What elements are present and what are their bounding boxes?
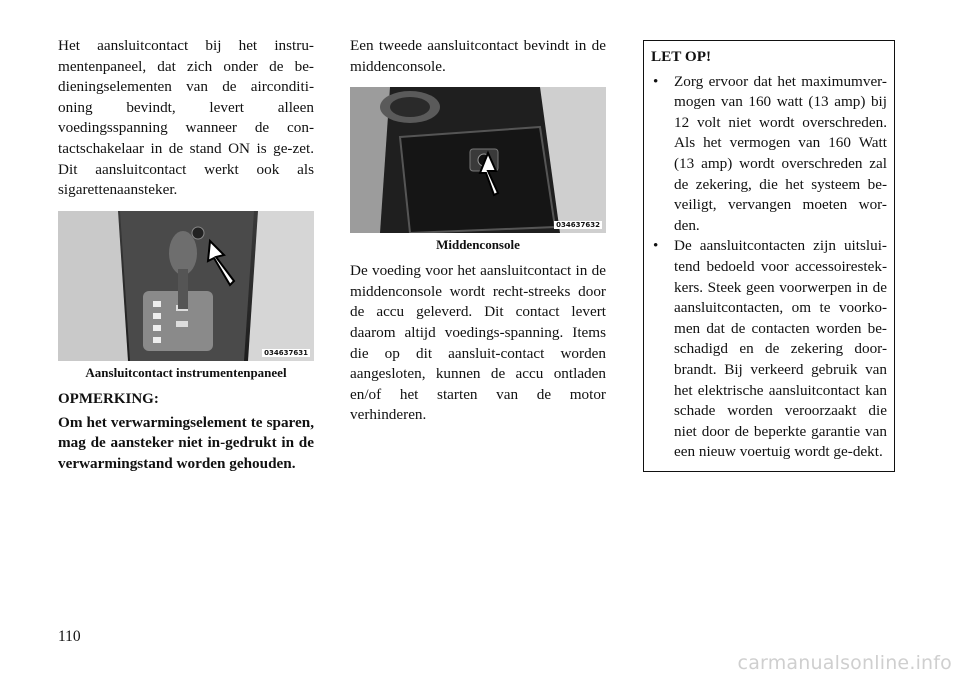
warning-item-text: De aansluitcontacten zijn uitslui-tend bedoeld voor accessoirestek-kers. Steek geen voorwerpen in de aansluitcontacten, om te voorko-men dat de contacten worden be-schadigd en de zekering door-brandt. Bij verkeerd gebruik van het elektrische aansluitcontact kan schade worden veroorzaakt die niet door de beperkte garantie van een nieuw voertuig wordt ge-dekt. <box>674 237 887 461</box>
warning-item-text: Zorg ervoor dat het maximumver-mogen van 160 watt (13 amp) bij 12 volt niet wordt overschreden. Als het vermogen van 160 Watt (13 amp) wordt overschreden zal de zekering, die het systeem be-veiligt, vervangen moeten wor-den. <box>674 72 887 234</box>
note-text: Om het verwarmingselement te sparen, mag de aansteker niet in-gedrukt in de verwarmingstand worden gehouden. <box>58 413 314 472</box>
gear-shifter-illustration <box>58 211 314 361</box>
bullet-icon: • <box>653 72 659 90</box>
warning-title: LET OP! <box>651 48 712 65</box>
image-code: 034637632 <box>556 221 600 230</box>
instrument-panel-outlet-photo <box>58 211 314 361</box>
page-number: 110 <box>58 628 81 645</box>
console-power-paragraph: De voeding voor het aansluitcontact in de middenconsole wordt recht-streeks door de accu geleverd. Dit contact levert daarom altijd voedings-spanning. Items die op dit aansluit-contact worden aangesloten, kunnen de accu ontladen en/of het starten van de motor verhinderen. <box>350 262 606 424</box>
column-right <box>643 40 895 472</box>
second-outlet-paragraph: Een tweede aansluitcontact bevindt in de middenconsole. <box>350 37 606 75</box>
image-code: 034637631 <box>264 348 308 357</box>
warning-list <box>651 72 887 463</box>
figure-caption: Aansluitcontact instrumentenpaneel <box>85 364 287 380</box>
warning-box <box>643 40 895 472</box>
note-heading: OPMERKING: <box>58 390 159 407</box>
bullet-icon: • <box>653 237 659 255</box>
intro-paragraph: Het aansluitcontact bij het instru-mentenpaneel, dat zich onder de be-dieningselementen van de airconditi-oning bevindt, levert alleen voedingsspanning wanneer de con-tactschakelaar in de stand ON is ge-zet. Dit aansluitcontact werkt ook als sigarettenaansteker. <box>58 37 314 199</box>
center-console-photo <box>350 87 606 233</box>
center-console-illustration <box>350 87 606 233</box>
warning-item <box>651 236 887 463</box>
column-middle <box>350 36 606 426</box>
column-left <box>58 36 314 475</box>
figure-caption: Middenconsole <box>436 237 520 253</box>
warning-item <box>651 72 887 237</box>
watermark: carmanualsonline.info <box>737 652 952 674</box>
